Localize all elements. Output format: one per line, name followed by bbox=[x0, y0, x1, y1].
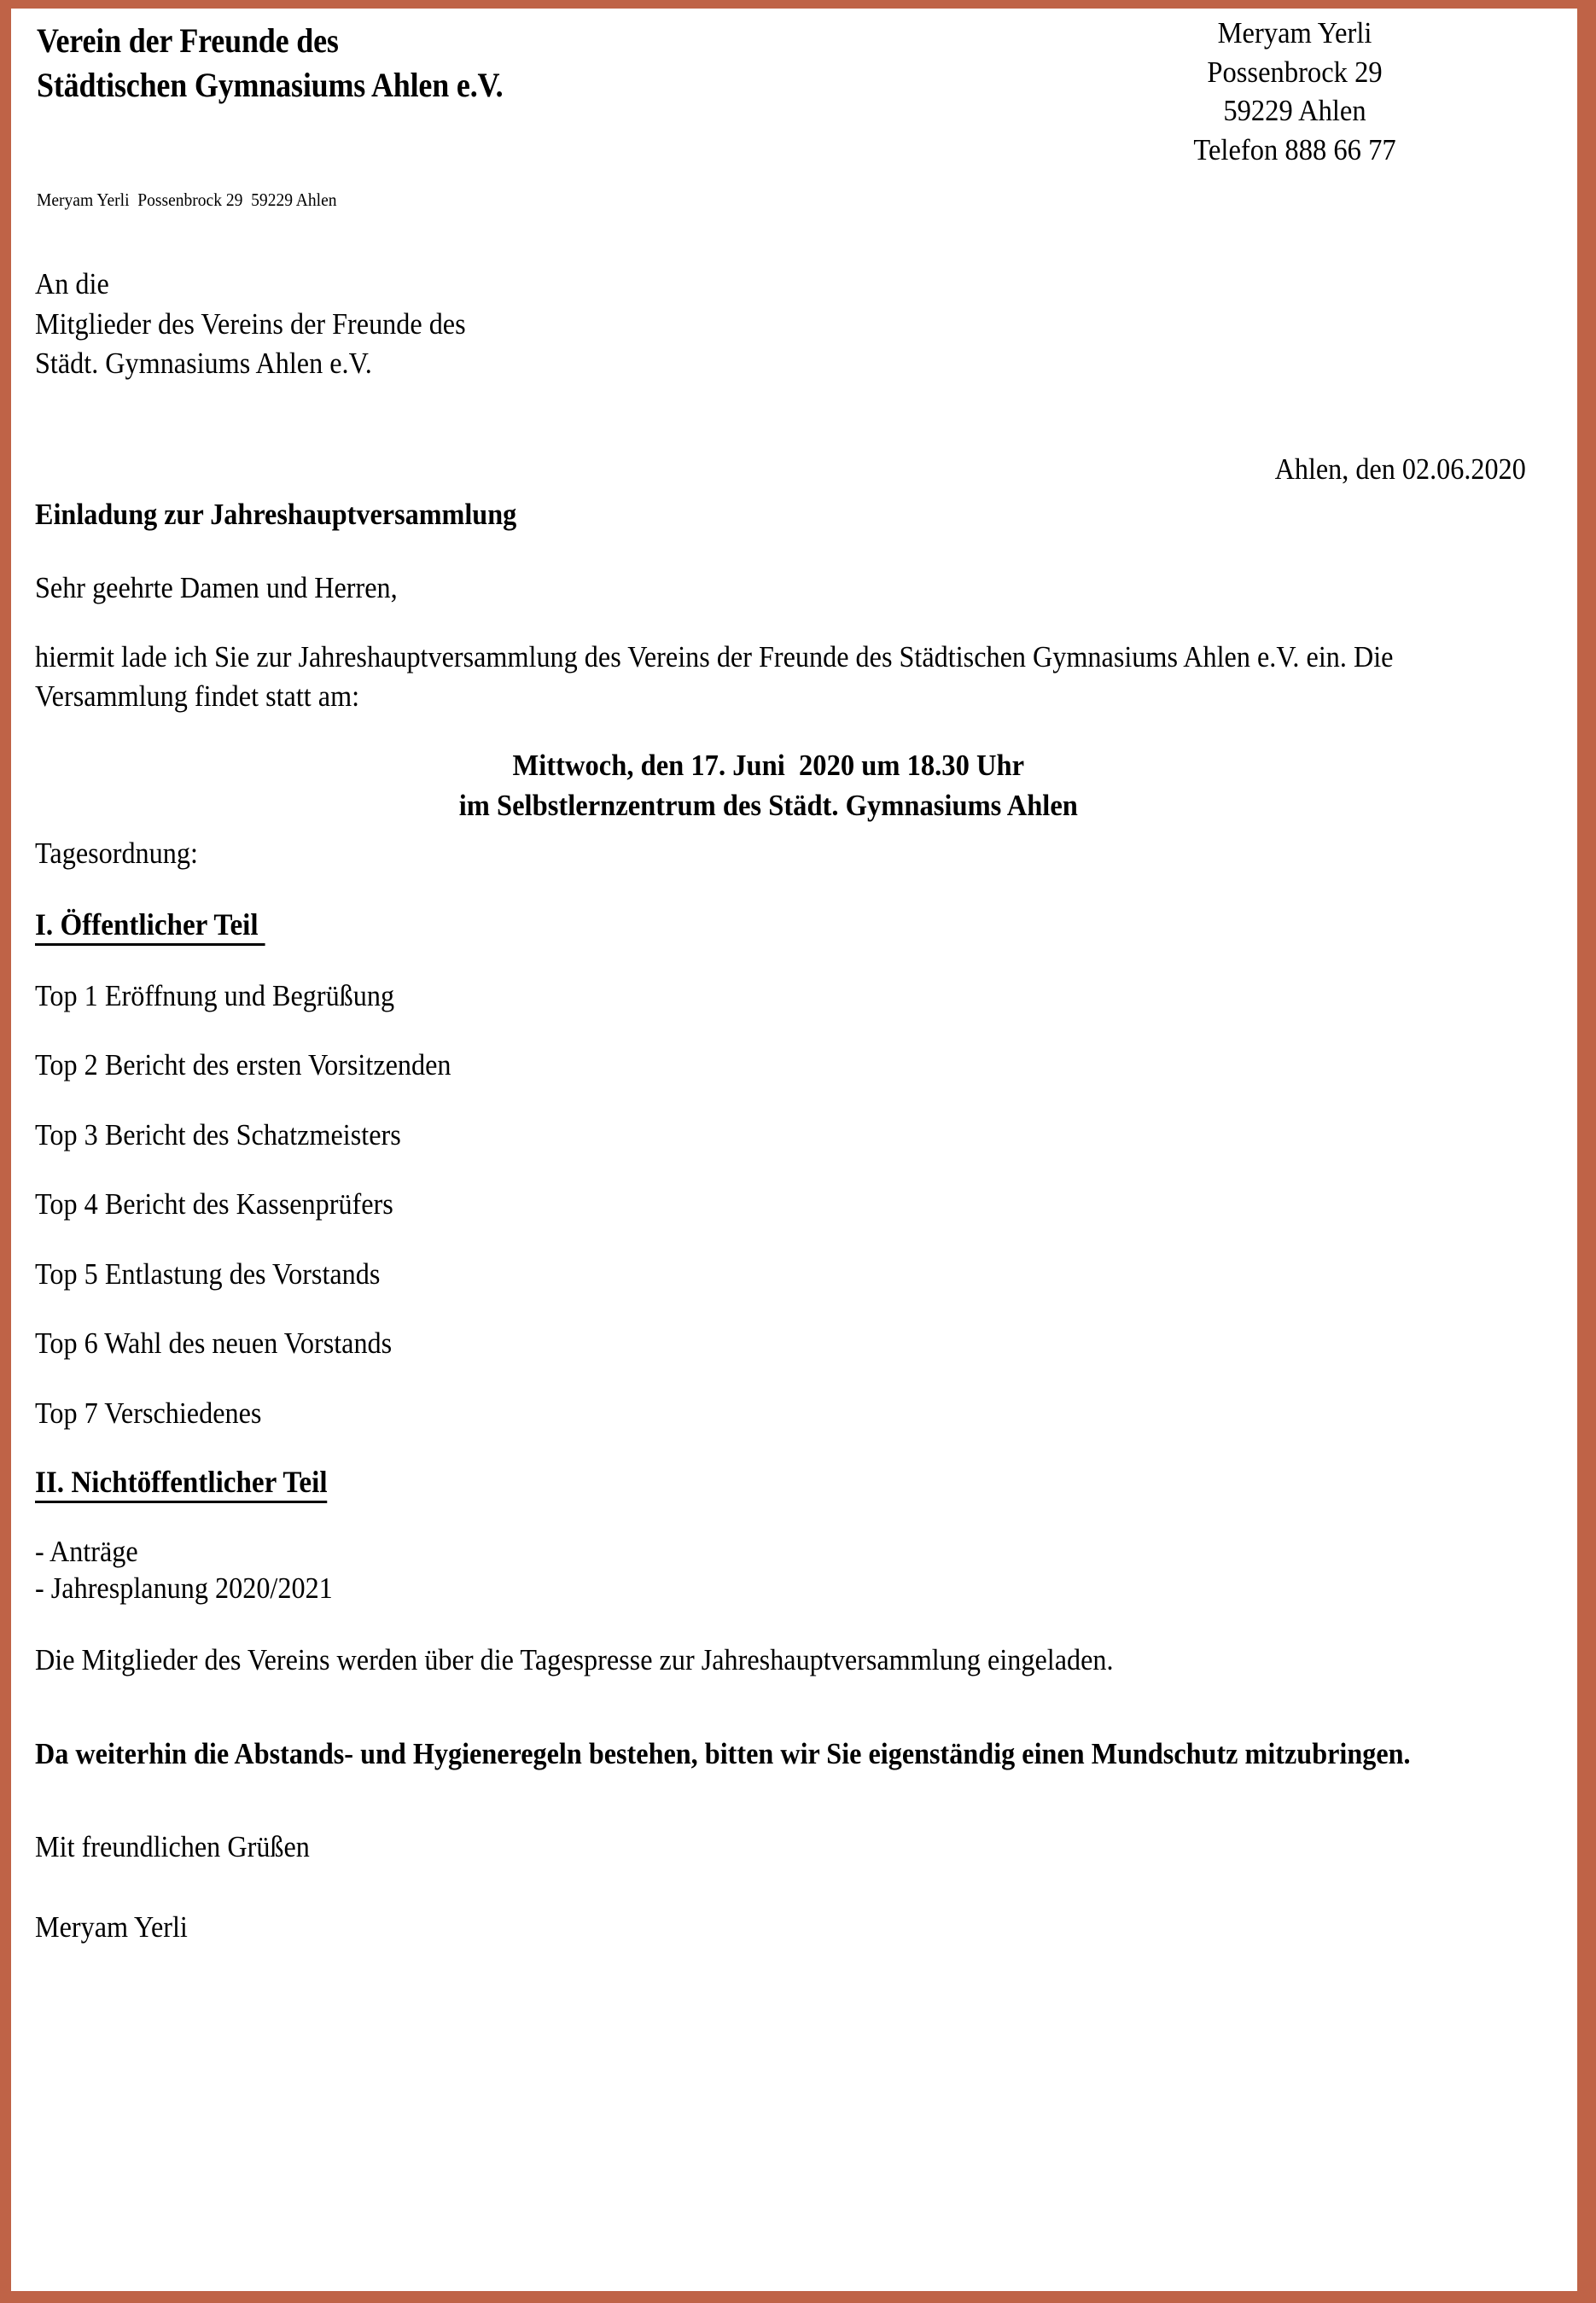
recipient-line-2: Mitglieder des Vereins der Freunde des bbox=[35, 306, 466, 341]
sender-name: Meryam Yerli bbox=[1217, 16, 1372, 50]
salutation: Sehr geehrte Damen und Herren, bbox=[35, 570, 398, 604]
spacer bbox=[35, 1606, 1486, 1641]
spacer bbox=[35, 1711, 1486, 1735]
return-address-line: Meryam Yerli Possenbrock 29 59229 Ahlen bbox=[37, 189, 337, 210]
organisation-name-line-1: Verein der Freunde des bbox=[37, 21, 339, 60]
recipient-line-1: An die bbox=[35, 267, 109, 300]
agenda-item: Top 2 Bericht des ersten Vorsitzenden bbox=[35, 1048, 451, 1082]
hygiene-notice-paragraph: Da weiterhin die Abstands- und Hygieneregeln bestehen, bitten wir Sie eigenständig einen Mundschutz mitzubringen. bbox=[35, 1736, 1411, 1770]
subject-line: Einladung zur Jahreshauptversammlung bbox=[35, 498, 517, 531]
recipient-line-3: Städt. Gymnasiums Ahlen e.V. bbox=[35, 347, 372, 381]
recipient-block bbox=[35, 265, 466, 384]
letter-body bbox=[35, 495, 1486, 1987]
date-line: Ahlen, den 02.06.2020 bbox=[1274, 452, 1526, 486]
sender-address-block bbox=[1057, 14, 1533, 169]
agenda-item: Top 6 Wahl des neuen Vorstands bbox=[35, 1326, 393, 1361]
sender-street: Possenbrock 29 bbox=[1207, 55, 1383, 89]
section-heading-non-public bbox=[35, 1463, 1370, 1501]
agenda-item: Top 7 Verschiedenes bbox=[35, 1396, 262, 1430]
agenda-subitem: - Jahresplanung 2020/2021 bbox=[35, 1571, 333, 1605]
agenda-subitem: - Anträge bbox=[35, 1535, 138, 1569]
sender-city: 59229 Ahlen bbox=[1223, 94, 1366, 127]
organisation-name-line-2: Städtischen Gymnasiums Ahlen e.V. bbox=[37, 66, 504, 104]
letterhead bbox=[32, 9, 1546, 171]
agenda-item: Top 4 Bericht des Kassenprüfers bbox=[35, 1187, 393, 1221]
section-heading-non-public-text: II. Nichtöffentlicher Teil bbox=[35, 1465, 328, 1503]
section-heading-public bbox=[35, 906, 1370, 944]
agenda-item: Top 5 Entlastung des Vorstands bbox=[35, 1256, 381, 1291]
letter-sheet bbox=[11, 9, 1577, 2291]
closing-greeting: Mit freundlichen Grüßen bbox=[35, 1830, 310, 1864]
organisation-name bbox=[37, 19, 504, 108]
meeting-datetime: Mittwoch, den 17. Juni 2020 um 18.30 Uhr bbox=[512, 749, 1025, 782]
press-notice-paragraph: Die Mitglieder des Vereins werden über die Tagespresse zur Jahreshauptversammlung eingeladen. bbox=[35, 1643, 1114, 1677]
spacer bbox=[35, 1804, 1486, 1828]
section-heading-public-text: I. Öffentlicher Teil bbox=[35, 907, 265, 946]
meeting-location: im Selbstlernzentrum des Städt. Gymnasiums Ahlen bbox=[458, 788, 1078, 822]
agenda-item: Top 3 Bericht des Schatzmeisters bbox=[35, 1117, 401, 1152]
signature-name: Meryam Yerli bbox=[35, 1909, 188, 1944]
intro-paragraph: hiermit lade ich Sie zur Jahreshauptversammlung des Vereins der Freunde des Städtischen Gymnasiums Ahlen e.V. ein. Die Versammlung findet statt am: bbox=[35, 640, 1394, 713]
sender-phone: Telefon 888 66 77 bbox=[1193, 132, 1396, 166]
agenda-label: Tagesordnung: bbox=[35, 837, 198, 871]
agenda-item: Top 1 Eröffnung und Begrüßung bbox=[35, 978, 395, 1012]
